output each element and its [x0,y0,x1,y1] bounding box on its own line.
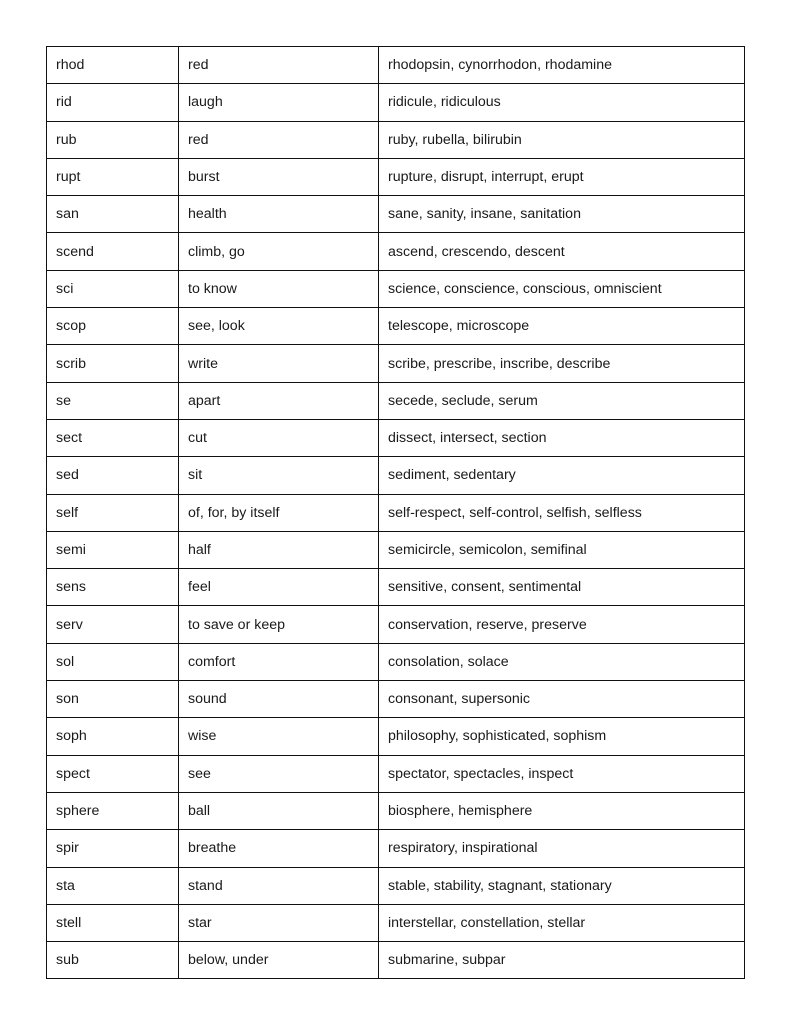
root-cell: stell [47,904,179,941]
examples-cell: rhodopsin, cynorrhodon, rhodamine [379,47,745,84]
meaning-cell: cut [179,419,379,456]
examples-cell: rupture, disrupt, interrupt, erupt [379,158,745,195]
examples-cell: respiratory, inspirational [379,830,745,867]
meaning-cell: half [179,531,379,568]
table-row [47,47,745,84]
root-cell: son [47,681,179,718]
root-cell: rid [47,84,179,121]
examples-cell: sensitive, consent, sentimental [379,569,745,606]
examples-cell: interstellar, constellation, stellar [379,904,745,941]
meaning-cell: write [179,345,379,382]
meaning-cell: to save or keep [179,606,379,643]
table-row [47,867,745,904]
table-body [47,47,745,979]
examples-cell: sane, sanity, insane, sanitation [379,196,745,233]
meaning-cell: star [179,904,379,941]
table-row [47,792,745,829]
root-cell: sci [47,270,179,307]
table-row [47,755,745,792]
examples-cell: self-respect, self-control, selfish, selfless [379,494,745,531]
meaning-cell: red [179,121,379,158]
table-row [47,531,745,568]
meaning-cell: sit [179,457,379,494]
meaning-cell: laugh [179,84,379,121]
examples-cell: secede, seclude, serum [379,382,745,419]
table-row [47,904,745,941]
table-row [47,457,745,494]
meaning-cell: to know [179,270,379,307]
table-row [47,494,745,531]
meaning-cell: health [179,196,379,233]
table-row [47,569,745,606]
table-row [47,942,745,979]
meaning-cell: below, under [179,942,379,979]
meaning-cell: stand [179,867,379,904]
table-row [47,718,745,755]
root-cell: spir [47,830,179,867]
table-row [47,233,745,270]
examples-cell: ruby, rubella, bilirubin [379,121,745,158]
table-row [47,84,745,121]
examples-cell: biosphere, hemisphere [379,792,745,829]
examples-cell: conservation, reserve, preserve [379,606,745,643]
root-cell: sens [47,569,179,606]
root-cell: rub [47,121,179,158]
examples-cell: consonant, supersonic [379,681,745,718]
examples-cell: telescope, microscope [379,308,745,345]
root-cell: serv [47,606,179,643]
root-cell: se [47,382,179,419]
root-cell: spect [47,755,179,792]
examples-cell: ridicule, ridiculous [379,84,745,121]
root-cell: sed [47,457,179,494]
table-row [47,830,745,867]
examples-cell: consolation, solace [379,643,745,680]
examples-cell: ascend, crescendo, descent [379,233,745,270]
examples-cell: scribe, prescribe, inscribe, describe [379,345,745,382]
meaning-cell: wise [179,718,379,755]
table-row [47,121,745,158]
table-row [47,158,745,195]
root-cell: san [47,196,179,233]
examples-cell: submarine, subpar [379,942,745,979]
root-cell: sphere [47,792,179,829]
root-cell: soph [47,718,179,755]
examples-cell: spectator, spectacles, inspect [379,755,745,792]
examples-cell: dissect, intersect, section [379,419,745,456]
meaning-cell: apart [179,382,379,419]
table-row [47,681,745,718]
table-row [47,270,745,307]
meaning-cell: ball [179,792,379,829]
root-cell: sub [47,942,179,979]
table-row [47,606,745,643]
table-row [47,196,745,233]
examples-cell: stable, stability, stagnant, stationary [379,867,745,904]
root-cell: self [47,494,179,531]
meaning-cell: of, for, by itself [179,494,379,531]
table-row [47,419,745,456]
meaning-cell: climb, go [179,233,379,270]
meaning-cell: comfort [179,643,379,680]
word-roots-table [46,46,745,979]
root-cell: rhod [47,47,179,84]
root-cell: scend [47,233,179,270]
meaning-cell: burst [179,158,379,195]
table-row [47,345,745,382]
meaning-cell: see, look [179,308,379,345]
meaning-cell: red [179,47,379,84]
meaning-cell: breathe [179,830,379,867]
meaning-cell: sound [179,681,379,718]
table-row [47,382,745,419]
examples-cell: semicircle, semicolon, semifinal [379,531,745,568]
root-cell: sect [47,419,179,456]
root-cell: sol [47,643,179,680]
root-cell: scop [47,308,179,345]
examples-cell: sediment, sedentary [379,457,745,494]
meaning-cell: feel [179,569,379,606]
root-cell: rupt [47,158,179,195]
table-row [47,308,745,345]
examples-cell: philosophy, sophisticated, sophism [379,718,745,755]
table-row [47,643,745,680]
examples-cell: science, conscience, conscious, omniscient [379,270,745,307]
root-cell: scrib [47,345,179,382]
meaning-cell: see [179,755,379,792]
root-cell: sta [47,867,179,904]
root-cell: semi [47,531,179,568]
